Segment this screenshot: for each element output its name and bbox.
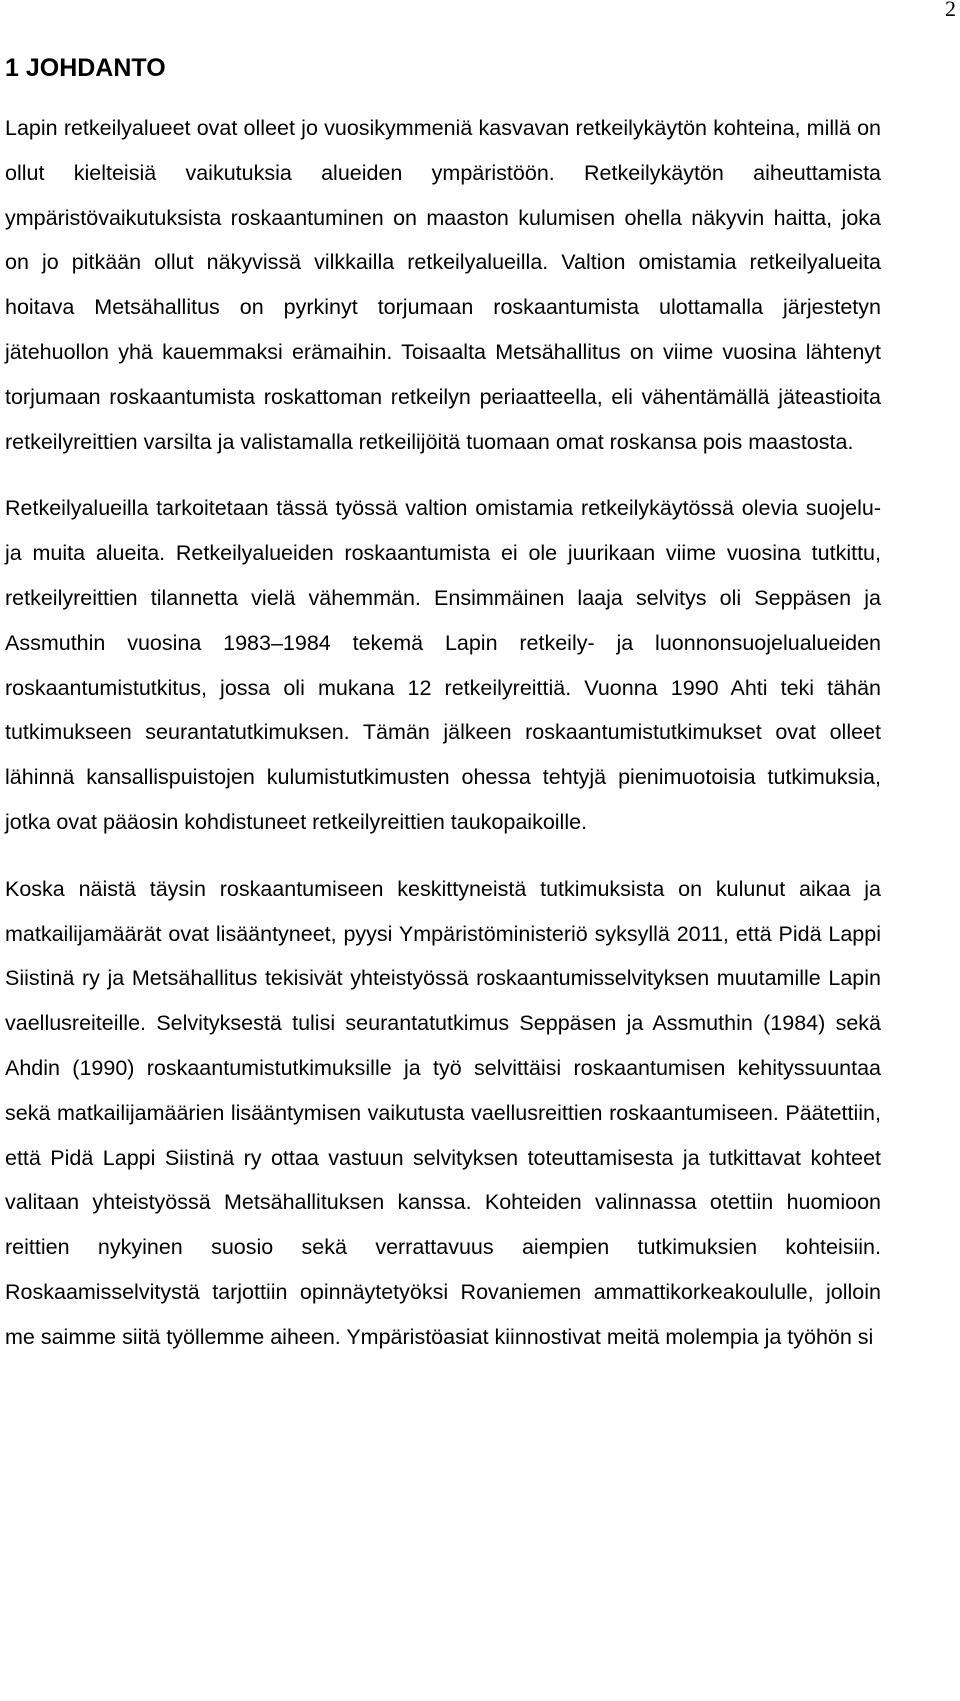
document-body [5,48,881,1360]
paragraph-intro: Lapin retkeilyalueet ovat olleet jo vuosikymmeniä kasvavan retkeilykäytön kohteina, millä on ollut kielteisiä vaikutuksia alueiden ympäristöön. Retkeilykäytön aiheuttamista ympäristövaikutuksista roskaantuminen on maaston kulumisen ohella näkyvin haitta, joka on jo pitkään ollut näkyvissä vilkkailla retkeilyalueilla. Valtion omistamia retkeilyalueita hoitava Metsähallitus on pyrkinyt torjumaan roskaantumista ulottamalla järjestetyn jätehuollon yhä kauemmaksi erämaihin. Toisaalta Metsähallitus on viime vuosina lähtenyt torjumaan roskaantumista roskattoman retkeilyn periaatteella, eli vähentämällä jäteastioita retkeilyreittien varsilta ja valistamalla retkeilijöitä tuomaan omat roskansa pois maastosta. [5,116,881,454]
paragraph-definition: Retkeilyalueilla tarkoitetaan tässä työssä valtion omistamia retkeilykäytössä olevia suojelu- ja muita alueita. Retkeilyalueiden roskaantumista ei ole juurikaan viime vuosina tutkittu, retkeilyreittien tilannetta vielä vähemmän. Ensimmäinen laaja selvitys oli Seppäsen ja Assmuthin vuosina 1983–1984 tekemä Lapin retkeily- ja luonnonsuojelualueiden roskaantumistutkitus, jossa oli mukana 12 retkeilyreittiä. Vuonna 1990 Ahti teki tähän tutkimukseen seurantatutkimuksen. Tämän jälkeen roskaantumistutkimukset ovat olleet lähinnä kansallispuistojen kulumistutkimusten ohessa tehtyjä pienimuotoisia tutkimuksia, jotka ovat pääosin kohdistuneet retkeilyreittien taukopaikoille. [5,496,881,834]
paragraph-background: Koska näistä täysin roskaantumiseen keskittyneistä tutkimuksista on kulunut aikaa ja matkailijamäärät ovat lisääntyneet, pyysi Ympäristöministeriö syksyllä 2011, että Pidä Lappi Siistinä ry ja Metsähallitus tekisivät yhteistyössä roskaantumisselvityksen muutamille Lapin vaellusreiteille. Selvityksestä tulisi seurantatutkimus Seppäsen ja Assmuthin (1984) sekä Ahdin (1990) roskaantumistutkimuksille ja työ selvittäisi roskaantumisen kehityssuuntaa sekä matkailijamäärien lisääntymisen vaikutusta vaellusreittien roskaantumiseen. Päätettiin, että Pidä Lappi Siistinä ry ottaa vastuun selvityksen toteuttamisesta ja tutkittavat kohteet valitaan yhteistyössä Metsähallituksen kanssa. Kohteiden valinnassa otettiin huomioon reittien nykyinen suosio sekä verrattavuus aiempien tutkimuksien kohteisiin. Roskaamisselvitystä tarjottiin opinnäytetyöksi Rovaniemen ammattikorkeakoululle, jolloin me saimme siitä työllemme aiheen. Ympäristöasiat kiinnostivat meitä molempia ja työhön si [5,876,881,1349]
chapter-heading: 1 JOHDANTO [5,54,166,82]
page-number: 2 [945,0,956,21]
